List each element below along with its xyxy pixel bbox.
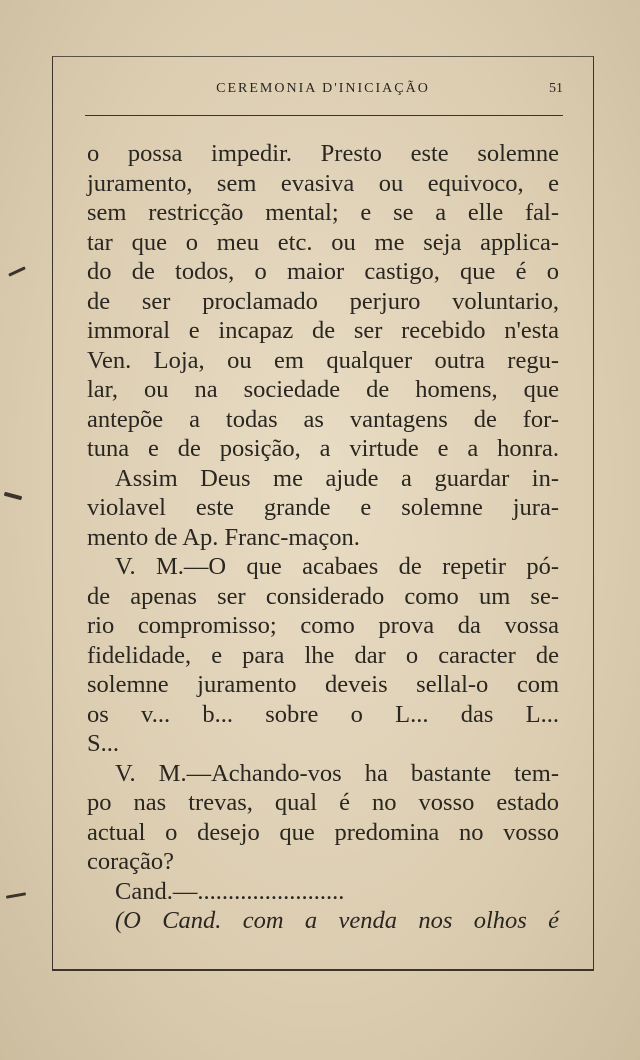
text-line: immoral e incapaz de ser recebido n'esta (87, 317, 559, 344)
text-line: tuna e de posição, a virtude e a honra. (87, 435, 559, 462)
text-line: do de todos, o maior castigo, que é o (87, 258, 559, 285)
page-frame (52, 56, 594, 971)
text-line: os v... b... sobre o L... das L... (87, 700, 559, 728)
text-line: de ser proclamado perjuro voluntario, (87, 287, 559, 315)
text-line: o possa impedir. Presto este solemne (87, 140, 559, 167)
text-line: fidelidade, e para lhe dar o caracter de (87, 641, 559, 669)
text-line: Assim Deus me ajude a guardar in- (115, 464, 559, 492)
margin-mark (8, 266, 26, 276)
text-line: actual o desejo que predomina no vosso (87, 818, 559, 846)
text-line: V. M.—O que acabaes de repetir pó- (115, 553, 559, 580)
margin-mark (6, 892, 26, 898)
text-line: rio compromisso; como prova da vossa (87, 612, 559, 639)
text-line: lar, ou na sociedade de homens, que (87, 376, 559, 403)
text-line: V. M.—Achando-vos ha bastante tem- (115, 759, 559, 787)
body-text (87, 139, 559, 936)
running-header: CEREMONIA D'INICIAÇÃO (216, 81, 430, 96)
text-line: tar que o meu etc. ou me seja applica- (87, 228, 559, 256)
text-line: de apenas ser considerado como um se- (87, 582, 559, 610)
text-line: po nas trevas, qual é no vosso estado (87, 789, 559, 816)
margin-mark (4, 492, 22, 501)
text-line: violavel este grande e solemne jura- (87, 494, 559, 521)
text-line: coração? (87, 848, 175, 875)
text-line: Cand.—........................ (115, 877, 345, 905)
text-line: S... (87, 730, 120, 757)
header-rule (85, 115, 563, 116)
text-line: solemne juramento deveis sellal-o com (87, 671, 559, 698)
text-line: antepõe a todas as vantagens de for- (87, 405, 559, 433)
text-line: Ven. Loja, ou em qualquer outra regu- (87, 346, 559, 374)
text-line: mento de Ap. Franc-maçon. (87, 523, 360, 551)
text-line: (O Cand. com a venda nos olhos é (115, 907, 559, 934)
text-line: juramento, sem evasiva ou equivoco, e (87, 169, 559, 197)
text-line: sem restricção mental; e se a elle fal- (87, 199, 559, 226)
page-number: 51 (549, 81, 563, 96)
